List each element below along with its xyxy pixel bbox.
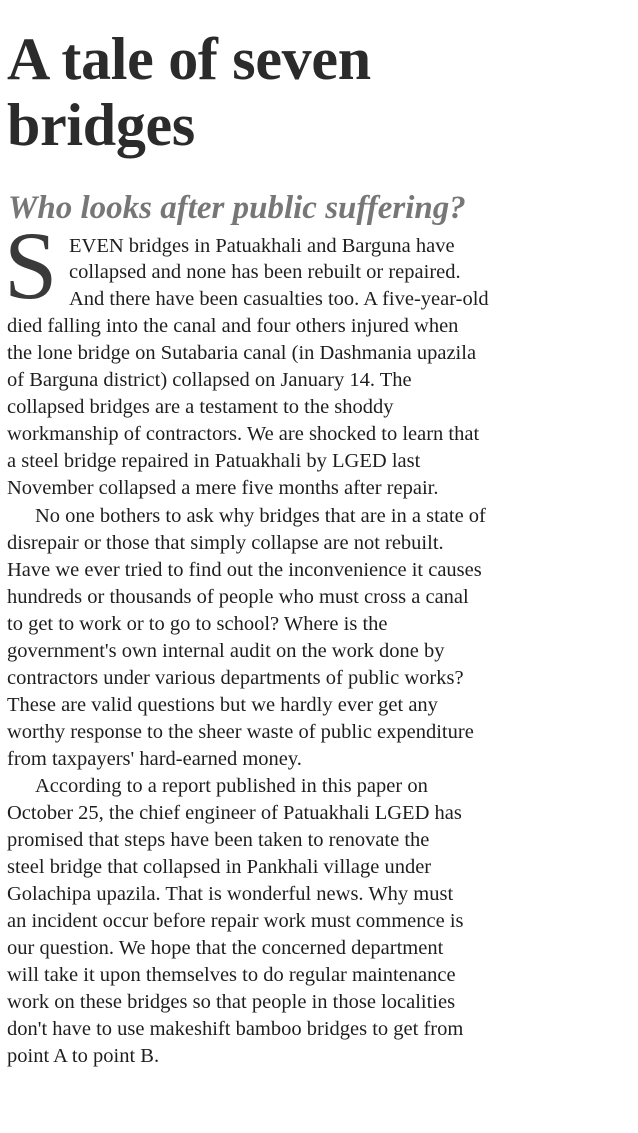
body-line: a steel bridge repaired in Patuakhali by LGED last [7, 450, 421, 472]
body-line: According to a report published in this paper on [35, 775, 428, 797]
body-line: from taxpayers' hard-earned money. [7, 748, 302, 770]
body-line: to get to work or to go to school? Where is the [7, 613, 388, 635]
body-line: promised that steps have been taken to renovate the [7, 829, 430, 851]
body-line: our question. We hope that the concerned department [7, 937, 444, 959]
body-line: And there have been casualties too. A five-year-old [69, 288, 489, 310]
headline-line-2: bridges [7, 92, 195, 158]
body-line: will take it upon themselves to do regular maintenance [7, 964, 456, 986]
body-line: Golachipa upazila. That is wonderful news. Why must [7, 883, 454, 905]
headline-line-1: A tale of seven [7, 26, 371, 92]
body-line: contractors under various departments of public works? [7, 667, 464, 689]
body-line: steel bridge that collapsed in Pankhali village under [7, 856, 432, 878]
body-line: Have we ever tried to find out the inconvenience it causes [7, 559, 482, 581]
body-line: These are valid questions but we hardly ever get any [7, 694, 438, 716]
body-line: of Barguna district) collapsed on January 14. The [7, 369, 412, 391]
body-line: worthy response to the sheer waste of public expenditure [7, 721, 474, 743]
body-line: disrepair or those that simply collapse are not rebuilt. [7, 532, 444, 554]
body-line: the lone bridge on Sutabaria canal (in Dashmania upazila [7, 342, 477, 364]
body-line: died falling into the canal and four others injured when [7, 315, 459, 337]
drop-cap: S [4, 212, 58, 319]
body-line: hundreds or thousands of people who must cross a canal [7, 586, 469, 608]
headline [7, 26, 371, 158]
body-line: workmanship of contractors. We are shocked to learn that [7, 423, 480, 445]
body-line: November collapsed a mere five months after repair. [7, 477, 439, 499]
body-line: government's own internal audit on the work done by [7, 640, 445, 662]
subheadline: Who looks after public suffering? [8, 190, 466, 226]
body-line: collapsed and none has been rebuilt or repaired. [69, 261, 461, 283]
body-line: don't have to use makeshift bamboo bridges to get from [7, 1018, 464, 1040]
body-line: No one bothers to ask why bridges that are in a state of [35, 505, 486, 527]
body-line: EVEN bridges in Patuakhali and Barguna have [69, 235, 455, 257]
body-line: an incident occur before repair work must commence is [7, 910, 464, 932]
body-line: collapsed bridges are a testament to the shoddy [7, 396, 394, 418]
body-line: October 25, the chief engineer of Patuakhali LGED has [7, 802, 462, 824]
body-line: work on these bridges so that people in those localities [7, 991, 456, 1013]
body-line: point A to point B. [7, 1045, 160, 1067]
